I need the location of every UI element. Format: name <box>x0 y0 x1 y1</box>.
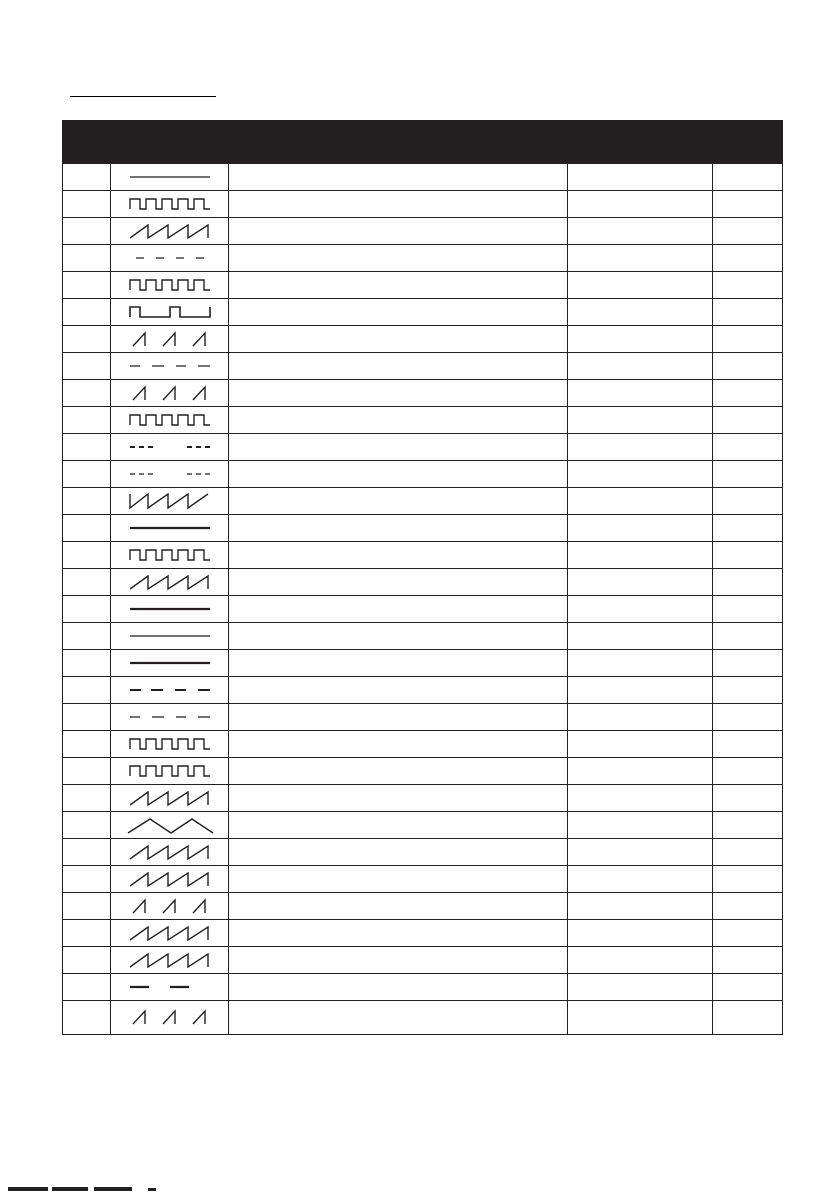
cell-pattern <box>111 488 229 515</box>
cell-name <box>229 542 567 569</box>
table-row <box>63 461 783 488</box>
table-row <box>63 947 783 974</box>
cell-number <box>63 164 111 191</box>
cell-name <box>229 974 567 1001</box>
cell-value-a <box>567 758 712 785</box>
cell-value-a <box>567 785 712 812</box>
cell-pattern <box>111 191 229 218</box>
long-dash-icon <box>125 709 215 726</box>
cell-name <box>229 407 567 434</box>
cell-value-a <box>567 623 712 650</box>
cell-value-b <box>712 569 782 596</box>
cell-number <box>63 596 111 623</box>
square-wave-icon <box>125 277 215 294</box>
table-row <box>63 974 783 1001</box>
cell-pattern <box>111 731 229 758</box>
cell-value-a <box>567 731 712 758</box>
square-wave-icon <box>125 412 215 429</box>
straight-thin-icon <box>125 628 215 645</box>
cell-value-a <box>567 812 712 839</box>
cell-name <box>229 731 567 758</box>
table-row <box>63 812 783 839</box>
cell-name <box>229 218 567 245</box>
sawtooth-icon <box>125 925 215 942</box>
cell-value-b <box>712 596 782 623</box>
cell-number <box>63 272 111 299</box>
table-row <box>63 623 783 650</box>
cell-name <box>229 488 567 515</box>
cell-value-a <box>567 299 712 326</box>
cell-pattern <box>111 785 229 812</box>
table-row <box>63 326 783 353</box>
cell-number <box>63 1001 111 1035</box>
cell-pattern <box>111 164 229 191</box>
cell-pattern <box>111 542 229 569</box>
table-row <box>63 569 783 596</box>
cell-name <box>229 812 567 839</box>
cell-value-a <box>567 407 712 434</box>
table-row <box>63 650 783 677</box>
cell-number <box>63 704 111 731</box>
table-row <box>63 839 783 866</box>
cell-value-b <box>712 866 782 893</box>
cell-value-b <box>712 1001 782 1035</box>
wide-square-wave-icon <box>125 304 215 321</box>
table-row <box>63 785 783 812</box>
cell-value-a <box>567 569 712 596</box>
cell-pattern <box>111 812 229 839</box>
cell-value-b <box>712 974 782 1001</box>
cell-value-b <box>712 380 782 407</box>
cell-number <box>63 731 111 758</box>
cell-name <box>229 893 567 920</box>
spaced-sawtooth-icon <box>125 898 215 915</box>
cell-pattern <box>111 947 229 974</box>
cell-pattern <box>111 515 229 542</box>
cell-pattern <box>111 920 229 947</box>
cell-value-a <box>567 272 712 299</box>
cell-value-a <box>567 191 712 218</box>
square-wave-icon <box>125 547 215 564</box>
cell-name <box>229 191 567 218</box>
cell-value-b <box>712 893 782 920</box>
cell-value-a <box>567 218 712 245</box>
cell-number <box>63 488 111 515</box>
footer-marks <box>0 1186 170 1192</box>
cell-name <box>229 515 567 542</box>
cell-number <box>63 812 111 839</box>
cell-pattern <box>111 326 229 353</box>
cell-value-b <box>712 920 782 947</box>
table-row <box>63 758 783 785</box>
bold-dash-icon <box>125 682 215 699</box>
cell-name <box>229 758 567 785</box>
table-row <box>63 299 783 326</box>
cell-value-b <box>712 947 782 974</box>
cell-number <box>63 380 111 407</box>
cell-number <box>63 461 111 488</box>
cell-value-b <box>712 839 782 866</box>
straight-bold-icon <box>125 520 215 537</box>
cell-pattern <box>111 272 229 299</box>
table-row <box>63 866 783 893</box>
sawtooth-icon <box>125 574 215 591</box>
cell-pattern <box>111 650 229 677</box>
cell-number <box>63 947 111 974</box>
cell-name <box>229 623 567 650</box>
cell-name <box>229 920 567 947</box>
cell-number <box>63 866 111 893</box>
spaced-sawtooth-icon <box>125 385 215 402</box>
cell-pattern <box>111 407 229 434</box>
cell-pattern <box>111 569 229 596</box>
cell-pattern <box>111 704 229 731</box>
cell-name <box>229 272 567 299</box>
cell-value-b <box>712 677 782 704</box>
header-cell-value-a <box>567 121 712 164</box>
cell-value-a <box>567 839 712 866</box>
sawtooth-icon <box>125 871 215 888</box>
sawtooth-icon <box>125 844 215 861</box>
cell-pattern <box>111 839 229 866</box>
cell-pattern <box>111 380 229 407</box>
straight-bold-icon <box>125 601 215 618</box>
cell-name <box>229 947 567 974</box>
cell-pattern <box>111 218 229 245</box>
header-cell-name <box>229 121 567 164</box>
heading-underline <box>70 96 216 97</box>
cell-value-b <box>712 461 782 488</box>
cell-value-a <box>567 353 712 380</box>
cell-pattern <box>111 758 229 785</box>
sawtooth-icon <box>125 952 215 969</box>
cell-pattern <box>111 434 229 461</box>
cell-value-b <box>712 785 782 812</box>
cell-name <box>229 326 567 353</box>
cell-number <box>63 407 111 434</box>
table-row <box>63 353 783 380</box>
cell-value-b <box>712 434 782 461</box>
cell-name <box>229 434 567 461</box>
square-wave-icon <box>125 736 215 753</box>
cell-name <box>229 866 567 893</box>
cell-number <box>63 677 111 704</box>
triangle-wave-icon <box>125 817 215 834</box>
cell-value-a <box>567 866 712 893</box>
cell-value-a <box>567 893 712 920</box>
cell-number <box>63 758 111 785</box>
header-cell-number <box>63 121 111 164</box>
spaced-sawtooth-icon <box>125 1009 215 1026</box>
table-row <box>63 272 783 299</box>
table-row <box>63 191 783 218</box>
cell-number <box>63 893 111 920</box>
stitch-table <box>62 120 783 1035</box>
cell-pattern <box>111 596 229 623</box>
cell-number <box>63 353 111 380</box>
cell-pattern <box>111 893 229 920</box>
cell-pattern <box>111 677 229 704</box>
cell-number <box>63 920 111 947</box>
cell-value-a <box>567 542 712 569</box>
sawtooth-icon <box>125 790 215 807</box>
table-row <box>63 893 783 920</box>
cell-name <box>229 164 567 191</box>
table-row <box>63 488 783 515</box>
cell-number <box>63 650 111 677</box>
straight-bold-icon <box>125 655 215 672</box>
cell-value-b <box>712 542 782 569</box>
cell-value-a <box>567 947 712 974</box>
long-dash-icon <box>125 358 215 375</box>
cell-number <box>63 299 111 326</box>
cell-number <box>63 785 111 812</box>
table-row <box>63 542 783 569</box>
cell-name <box>229 461 567 488</box>
cell-value-b <box>712 650 782 677</box>
cell-value-b <box>712 407 782 434</box>
table-row <box>63 731 783 758</box>
cell-value-a <box>567 677 712 704</box>
table-row <box>63 164 783 191</box>
cell-value-b <box>712 488 782 515</box>
cell-name <box>229 380 567 407</box>
table-row <box>63 407 783 434</box>
cell-value-b <box>712 353 782 380</box>
square-wave-icon <box>125 763 215 780</box>
cell-value-b <box>712 515 782 542</box>
table-header-row <box>63 121 783 164</box>
sawtooth-icon <box>125 223 215 240</box>
cell-number <box>63 542 111 569</box>
cell-value-a <box>567 1001 712 1035</box>
cell-name <box>229 704 567 731</box>
cell-value-a <box>567 920 712 947</box>
cell-name <box>229 353 567 380</box>
header-cell-value-b <box>712 121 782 164</box>
cell-name <box>229 677 567 704</box>
cell-name <box>229 596 567 623</box>
cell-pattern <box>111 974 229 1001</box>
cell-value-a <box>567 434 712 461</box>
table-row <box>63 704 783 731</box>
cell-value-b <box>712 164 782 191</box>
table-row <box>63 1001 783 1035</box>
cell-number <box>63 191 111 218</box>
cell-value-b <box>712 758 782 785</box>
cell-pattern <box>111 623 229 650</box>
table-row <box>63 920 783 947</box>
cell-pattern <box>111 245 229 272</box>
cell-value-a <box>567 704 712 731</box>
spaced-sawtooth-icon <box>125 331 215 348</box>
cell-number <box>63 434 111 461</box>
cell-value-a <box>567 326 712 353</box>
cell-number <box>63 515 111 542</box>
short-dash-icon <box>125 250 215 267</box>
cell-number <box>63 569 111 596</box>
cell-number <box>63 245 111 272</box>
cell-name <box>229 839 567 866</box>
reverse-sawtooth-icon <box>125 493 215 510</box>
cell-name <box>229 569 567 596</box>
cell-value-b <box>712 704 782 731</box>
cell-number <box>63 623 111 650</box>
cell-pattern <box>111 1001 229 1035</box>
cell-name <box>229 785 567 812</box>
cell-value-a <box>567 596 712 623</box>
table-row <box>63 677 783 704</box>
cell-value-b <box>712 326 782 353</box>
cell-value-a <box>567 650 712 677</box>
straight-thin-icon <box>125 169 215 186</box>
table-row <box>63 218 783 245</box>
table-row <box>63 515 783 542</box>
dotted-group-thin-icon <box>125 466 215 483</box>
cell-name <box>229 245 567 272</box>
table-row <box>63 245 783 272</box>
cell-value-b <box>712 731 782 758</box>
dotted-group-icon <box>125 439 215 456</box>
cell-number <box>63 218 111 245</box>
cell-value-a <box>567 488 712 515</box>
table-row <box>63 434 783 461</box>
cell-value-b <box>712 812 782 839</box>
cell-value-a <box>567 245 712 272</box>
header-cell-pattern <box>111 121 229 164</box>
table-body <box>63 164 783 1035</box>
cell-value-a <box>567 974 712 1001</box>
square-wave-icon <box>125 196 215 213</box>
cell-name <box>229 299 567 326</box>
cell-value-b <box>712 623 782 650</box>
cell-number <box>63 974 111 1001</box>
cell-pattern <box>111 299 229 326</box>
cell-value-a <box>567 515 712 542</box>
cell-number <box>63 839 111 866</box>
cell-name <box>229 650 567 677</box>
two-dash-icon <box>125 979 215 996</box>
cell-pattern <box>111 866 229 893</box>
cell-value-a <box>567 164 712 191</box>
cell-number <box>63 326 111 353</box>
cell-value-b <box>712 218 782 245</box>
cell-value-b <box>712 299 782 326</box>
cell-value-a <box>567 461 712 488</box>
table-row <box>63 596 783 623</box>
table-row <box>63 380 783 407</box>
cell-pattern <box>111 353 229 380</box>
cell-value-b <box>712 191 782 218</box>
cell-value-b <box>712 272 782 299</box>
cell-name <box>229 1001 567 1035</box>
cell-value-a <box>567 380 712 407</box>
cell-pattern <box>111 461 229 488</box>
cell-value-b <box>712 245 782 272</box>
